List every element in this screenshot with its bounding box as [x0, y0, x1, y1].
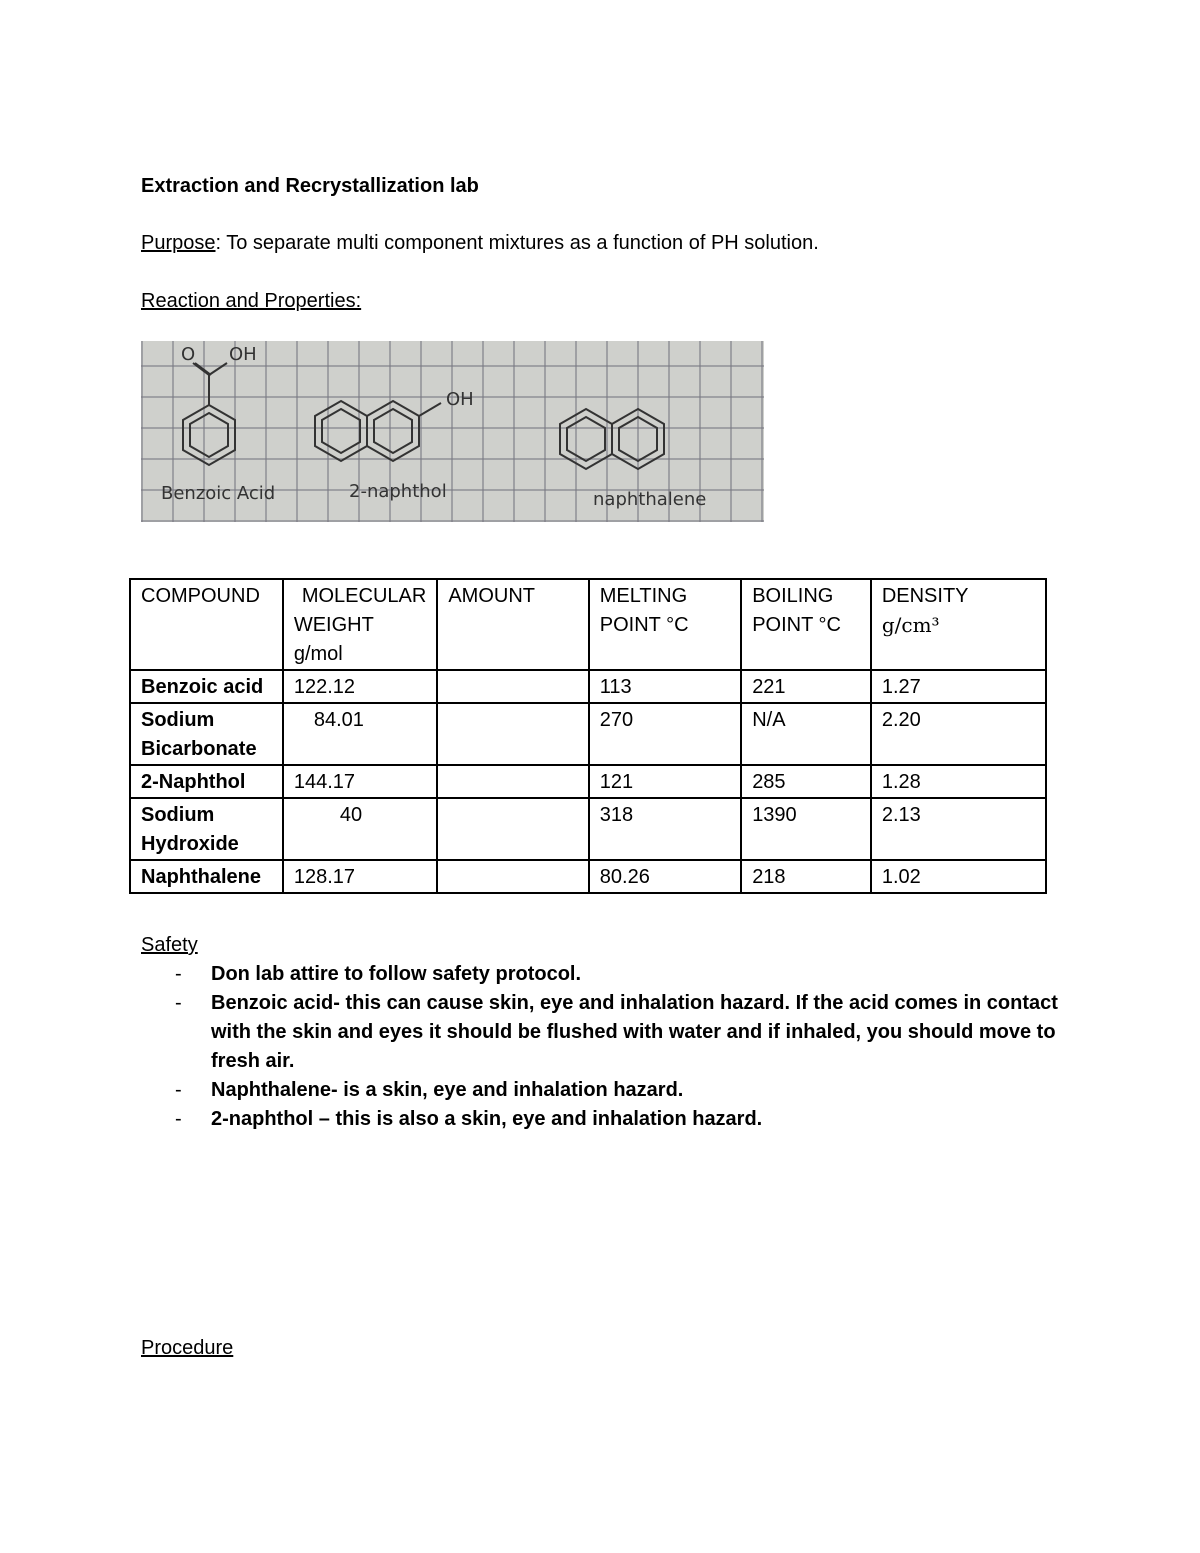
header-compound: COMPOUND: [130, 579, 283, 670]
benzoic-acid-structure: [183, 363, 235, 465]
cell-mw: 128.17: [283, 860, 437, 893]
cell-bp: 1390: [741, 798, 871, 860]
safety-item-text: Benzoic acid- this can cause skin, eye and inhalation hazard. If the acid comes in contact with the skin and eyes it should be flushed with water and if inhaled, you should move to fresh air.: [211, 992, 1058, 1072]
cell-amount: [437, 703, 588, 765]
cell-mp: 270: [589, 703, 741, 765]
cell-density: 1.28: [871, 765, 1046, 798]
safety-list: [141, 960, 1061, 1134]
compound-line: Bicarbonate: [141, 738, 257, 760]
reaction-heading: Reaction and Properties:: [141, 290, 362, 312]
page-title: Extraction and Recrystallization lab: [141, 175, 479, 197]
purpose-line: [141, 229, 819, 258]
header-mw-line: MOLECULAR: [301, 585, 427, 607]
purpose-text: : To separate multi component mixtures as a function of PH solution.: [215, 232, 819, 254]
cell-bp: 218: [741, 860, 871, 893]
cell-density: 1.27: [871, 670, 1046, 703]
cell-compound: [130, 798, 283, 860]
table-row: [130, 670, 1046, 703]
cell-mw: 144.17: [283, 765, 437, 798]
benzoic-oh-label: OH: [229, 344, 257, 365]
header-density-line: DENSITY: [881, 585, 969, 607]
list-item: [141, 989, 1061, 1076]
cell-compound: [130, 703, 283, 765]
table-row: [130, 703, 1046, 765]
list-item: [141, 960, 1061, 989]
cell-mw: 84.01: [283, 703, 437, 765]
header-density: [871, 579, 1046, 670]
table-row: [130, 798, 1046, 860]
cell-density: 1.02: [871, 860, 1046, 893]
cell-amount: [437, 765, 588, 798]
cell-bp: N/A: [741, 703, 871, 765]
naphthol-caption: 2-naphthol: [349, 481, 447, 502]
header-melting-point: [589, 579, 741, 670]
table-row: [130, 860, 1046, 893]
compound-line: Sodium: [141, 804, 215, 826]
cell-compound: 2-Naphthol: [130, 765, 283, 798]
2-naphthol-structure: [315, 401, 441, 461]
cell-bp: 285: [741, 765, 871, 798]
bullet-dash: -: [175, 1079, 182, 1101]
cell-bp: 221: [741, 670, 871, 703]
safety-item-text: Naphthalene- is a skin, eye and inhalation hazard.: [211, 1079, 684, 1101]
structures-drawing: [141, 341, 764, 522]
naphthalene-structure: [560, 409, 664, 469]
properties-table: [129, 578, 1047, 894]
header-mp-line: POINT °C: [599, 614, 689, 636]
header-density-line: g/cm³: [881, 613, 940, 637]
cell-mp: 318: [589, 798, 741, 860]
naphthol-oh-label: OH: [446, 389, 474, 410]
benzoic-acid-caption: Benzoic Acid: [161, 483, 276, 504]
cell-density: 2.13: [871, 798, 1046, 860]
header-molecular-weight: [283, 579, 437, 670]
header-bp-line: POINT °C: [752, 614, 841, 636]
cell-mp: 121: [589, 765, 741, 798]
bullet-dash: -: [175, 963, 182, 985]
procedure-heading: Procedure: [141, 1337, 234, 1359]
header-mp-line: MELTING: [599, 585, 688, 607]
compound-line: Hydroxide: [141, 833, 239, 855]
header-mw-line: g/mol: [293, 643, 343, 665]
cell-amount: [437, 860, 588, 893]
header-amount: AMOUNT: [437, 579, 588, 670]
list-item: [141, 1105, 1061, 1134]
header-mw-line: WEIGHT: [293, 614, 374, 636]
bullet-dash: -: [175, 992, 182, 1014]
safety-item-text: Don lab attire to follow safety protocol.: [211, 963, 582, 985]
cell-mp: 113: [589, 670, 741, 703]
safety-item-text: 2-naphthol – this is also a skin, eye and inhalation hazard.: [211, 1108, 763, 1130]
compound-line: Sodium: [141, 709, 215, 731]
cell-density: 2.20: [871, 703, 1046, 765]
cell-mp: 80.26: [589, 860, 741, 893]
structures-photo: [141, 341, 764, 522]
cell-amount: [437, 798, 588, 860]
cell-amount: [437, 670, 588, 703]
table-header-row: [130, 579, 1046, 670]
table-row: [130, 765, 1046, 798]
header-bp-line: BOILING: [752, 585, 834, 607]
safety-heading: Safety: [141, 934, 198, 956]
header-boiling-point: [741, 579, 871, 670]
cell-compound: Naphthalene: [130, 860, 283, 893]
benzoic-o-label: O: [181, 344, 196, 365]
cell-mw: 122.12: [283, 670, 437, 703]
naphthalene-caption: naphthalene: [593, 489, 707, 510]
cell-compound: Benzoic acid: [130, 670, 283, 703]
purpose-label: Purpose: [141, 232, 216, 254]
bullet-dash: -: [175, 1108, 182, 1130]
list-item: [141, 1076, 1061, 1105]
cell-mw: 40: [283, 798, 437, 860]
